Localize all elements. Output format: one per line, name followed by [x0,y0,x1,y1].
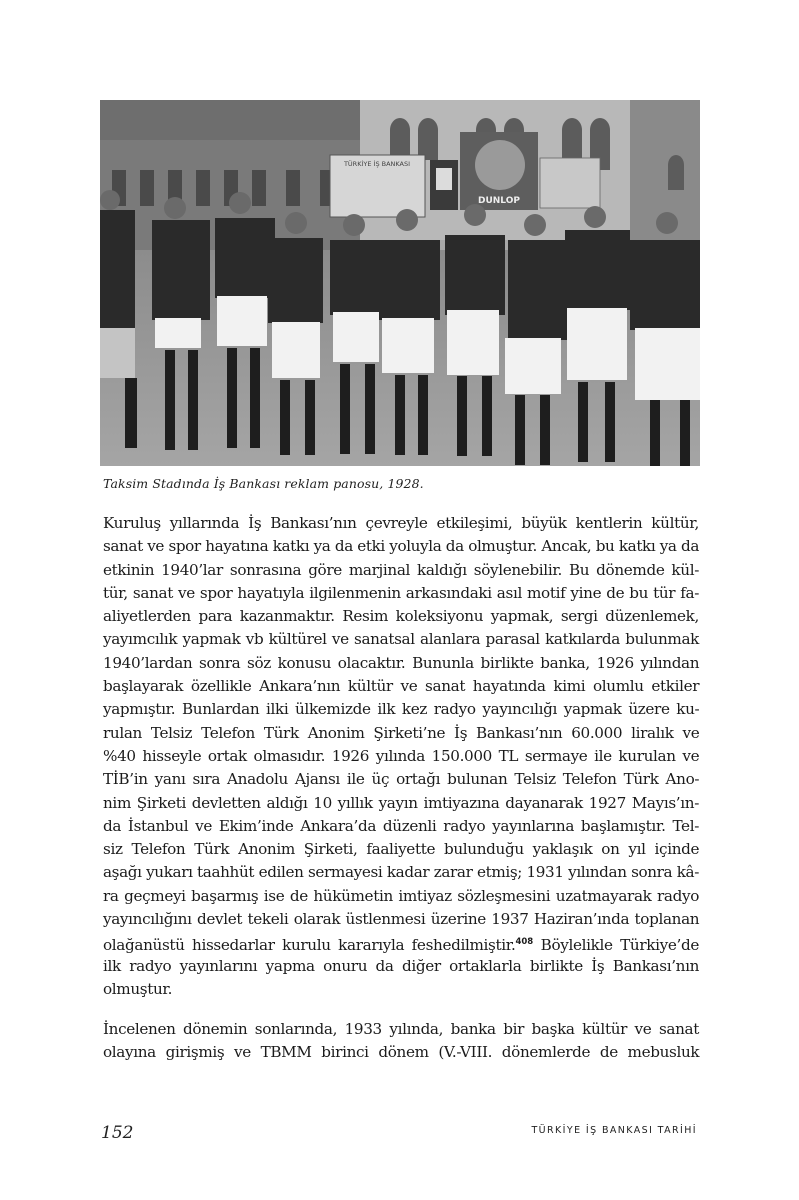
paragraph-1 [103,512,699,1001]
text-line: da İstanbul ve Ekim’inde Ankara’da düzenli radyo yayınlarına başlamıştır. Tel- [103,816,699,835]
running-head: TÜRKİYE İŞ BANKASI TARİHİ [531,1125,697,1136]
text-line: olmuştur. [103,979,173,998]
text-line: aşağı yukarı taahhüt edilen sermayesi kadar zarar etmiş; 1931 yılından sonra kâ- [103,863,699,882]
page-number: 152 [101,1123,134,1143]
text-line: TİB’in yanı sıra Anadolu Ajansı ile üç ortağı bulunan Telsiz Telefon Türk Ano- [103,770,700,789]
photo-caption: Taksim Stadında İş Bankası reklam panosu, 1928. [103,476,424,491]
footnote-reference[interactable]: 408 [515,937,534,948]
text-line: etkinin 1940’lar sonrasına göre marjinal kaldığı söylenebilir. Bu dönemde kül- [103,560,699,579]
text-segment: Böylelikle Türkiye’de [533,936,699,955]
text-line: yayımcılık yapmak vb kültürel ve sanatsal alanlara parasal katkılarda bulunmak [103,630,699,649]
text-line: %40 hisseyle ortak olmasıdır. 1926 yılında 150.000 TL sermaye ile kurulan ve [103,746,700,765]
text-line: yayıncılığını devlet tekeli olarak üstlenmesi üzerine 1937 Haziran’ında toplanan [103,910,700,929]
text-line-with-footnote [103,931,699,954]
text-line: rulan Telsiz Telefon Türk Anonim Şirketi’ne İş Bankası’nın 60.000 liralık ve [103,723,700,742]
svg-text:TÜRKİYE İŞ BANKASI: TÜRKİYE İŞ BANKASI [343,160,411,168]
text-line: 1940’lardan sonra söz konusu olacaktır. Bununla birlikte banka, 1926 yılından [103,653,700,672]
spalding-billboard [540,158,600,208]
text-line: nim Şirketi devletten aldığı 10 yıllık yayın imtiyazına dayanarak 1927 Mayıs’ın- [103,793,699,812]
text-line: Kuruluş yıllarında İş Bankası’nın çevreyle etkileşimi, büyük kentlerin kültür, [103,514,699,532]
text-line: sanat ve spor hayatına katkı ya da etki yoluyla da olmuştur. Ancak, bu katkı ya da [103,537,699,556]
text-line: ilk radyo yayınlarını yapma onuru da diğer ortaklarla birlikte İş Bankası’nın [103,956,700,975]
paragraph-2 [103,1018,699,1065]
text-segment: olağanüstü hissedarlar kurulu kararıyla feshedilmiştir. [103,936,516,955]
text-line: yapmıştır. Bunlardan ilki ülkemizde ilk kez radyo yayıncılığı yapmak üzere ku- [103,700,700,719]
text-line: olayına girişmiş ve TBMM birinci dönem (V.-VIII. dönemlerde de mebusluk [103,1043,700,1062]
team-photograph [100,100,700,466]
text-line: başlayarak özellikle Ankara’nın kültür ve sanat hayatında kimi olumlu etkiler [103,677,700,696]
text-line: aliyetlerden para kazanmaktır. Resim koleksiyonu yapmak, sergi düzenlemek, [103,607,699,626]
text-line: tür, sanat ve spor hayatıyla ilgilenmenin arkasındaki asıl motif yine de bu tür fa- [103,583,699,602]
text-line: siz Telefon Türk Anonim Şirketi, faaliyette bulunduğu yaklaşık on yıl içinde [103,840,700,859]
svg-text:DUNLOP: DUNLOP [478,196,520,206]
text-line: İncelenen dönemin sonlarında, 1933 yılında, banka bir başka kültür ve sanat [103,1020,699,1038]
photo-illustration [100,100,700,466]
text-line: ra geçmeyi başarmış ise de hükümetin imtiyaz sözleşmesini uzatmayarak radyo [103,886,699,905]
